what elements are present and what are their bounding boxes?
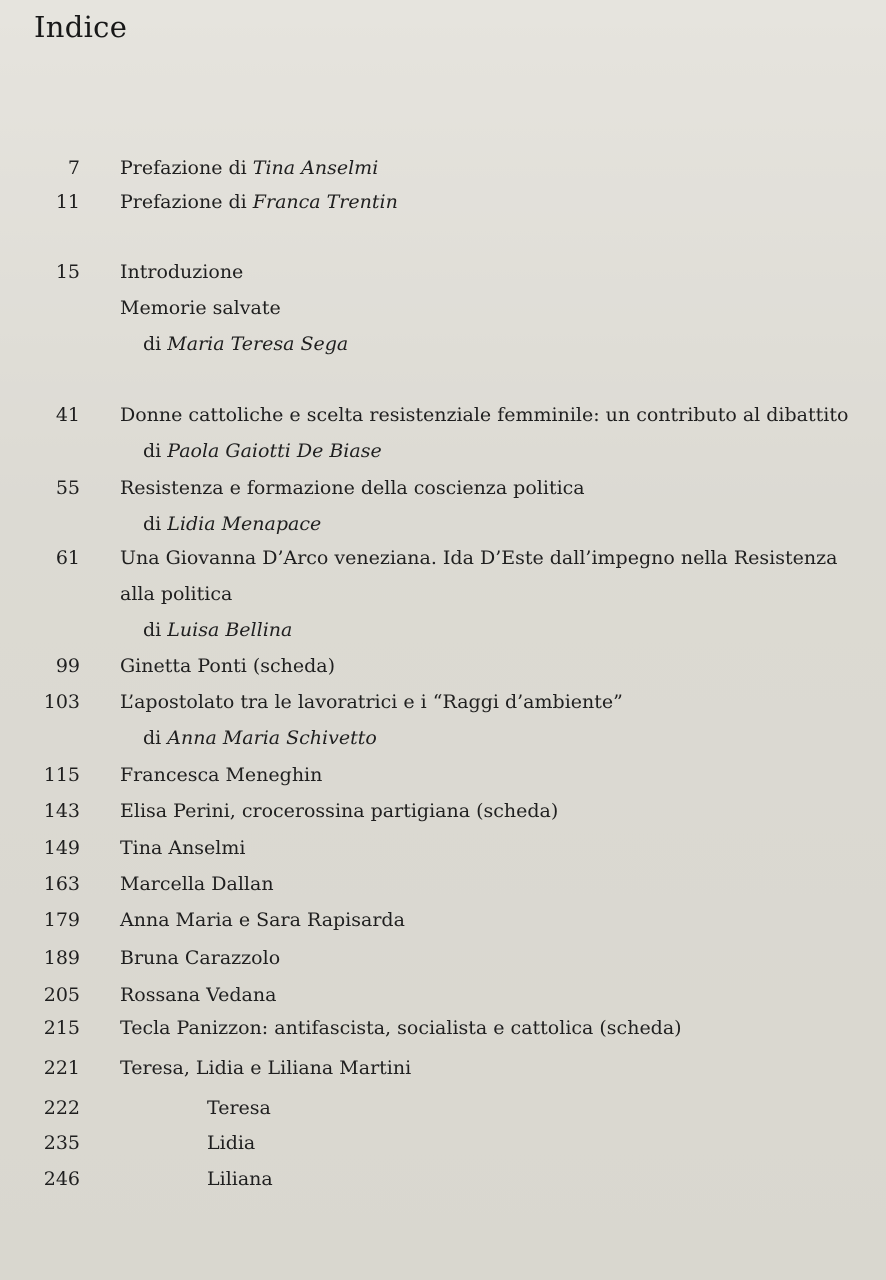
entry-title: Prefazione di Tina Anselmi: [120, 157, 379, 179]
entry-title: Anna Maria e Sara Rapisarda: [120, 909, 405, 931]
page-number: 103: [43, 691, 80, 713]
entry-title-continued: alla politica: [120, 583, 233, 605]
entry-title: Teresa, Lidia e Liliana Martini: [120, 1057, 412, 1079]
page-number: 41: [55, 404, 80, 426]
entry-author: Tina Anselmi: [252, 157, 379, 179]
entry-subsection: Teresa: [207, 1097, 271, 1119]
entry-title: Resistenza e formazione della coscienza politica: [120, 477, 585, 499]
entry-title: Rossana Vedana: [120, 984, 277, 1006]
entry-author-line: di Luisa Bellina: [143, 619, 293, 641]
entry-author: Anna Maria Schivetto: [167, 727, 377, 749]
page-number: 246: [43, 1168, 80, 1190]
entry-subtitle: Memorie salvate: [120, 297, 281, 319]
entry-title: Introduzione: [120, 261, 244, 283]
page-number: 163: [43, 873, 80, 895]
page-number: 179: [43, 909, 80, 931]
page-number: 149: [43, 837, 80, 859]
entry-author-line: di Paola Gaiotti De Biase: [143, 440, 382, 462]
entry-title: Una Giovanna D’Arco veneziana. Ida D’Este dall’impegno nella Resistenza: [120, 547, 838, 569]
page-number: 189: [43, 947, 80, 969]
entry-title: Tina Anselmi: [120, 837, 246, 859]
page-number: 222: [43, 1097, 80, 1119]
page-number: 235: [43, 1132, 80, 1154]
entry-subsection: Liliana: [207, 1168, 273, 1190]
entry-title: Donne cattoliche e scelta resistenziale femminile: un contributo al dibattito: [120, 404, 849, 426]
entry-author: Franca Trentin: [252, 191, 398, 213]
page-number: 15: [55, 261, 80, 283]
page-number: 215: [43, 1017, 80, 1039]
page-number: 61: [55, 547, 80, 569]
entry-title: Bruna Carazzolo: [120, 947, 281, 969]
entry-author-line: di Maria Teresa Sega: [143, 333, 349, 355]
page-number: 55: [55, 477, 80, 499]
page-number: 115: [43, 764, 80, 786]
page-number: 99: [55, 655, 80, 677]
entry-author: Luisa Bellina: [167, 619, 293, 641]
entry-title: Elisa Perini, crocerossina partigiana (scheda): [120, 800, 559, 822]
page-number: 221: [43, 1057, 80, 1079]
entry-title: Ginetta Ponti (scheda): [120, 655, 336, 677]
entry-subsection: Lidia: [207, 1132, 256, 1154]
page-number: 7: [67, 157, 80, 179]
entry-title: Prefazione di Franca Trentin: [120, 191, 398, 213]
entry-title: Marcella Dallan: [120, 873, 274, 895]
entry-author: Lidia Menapace: [167, 513, 322, 535]
entry-title: L’apostolato tra le lavoratrici e i “Raggi d’ambiente”: [120, 691, 623, 713]
entry-title: Tecla Panizzon: antifascista, socialista e cattolica (scheda): [120, 1017, 682, 1039]
entry-author: Maria Teresa Sega: [167, 333, 349, 355]
entry-author-line: di Lidia Menapace: [143, 513, 322, 535]
entry-title: Francesca Meneghin: [120, 764, 323, 786]
entry-author-line: di Anna Maria Schivetto: [143, 727, 377, 749]
page-number: 11: [55, 191, 80, 213]
page-title: Indice: [34, 10, 128, 44]
page-number: 143: [43, 800, 80, 822]
entry-author: Paola Gaiotti De Biase: [167, 440, 382, 462]
page-number: 205: [43, 984, 80, 1006]
